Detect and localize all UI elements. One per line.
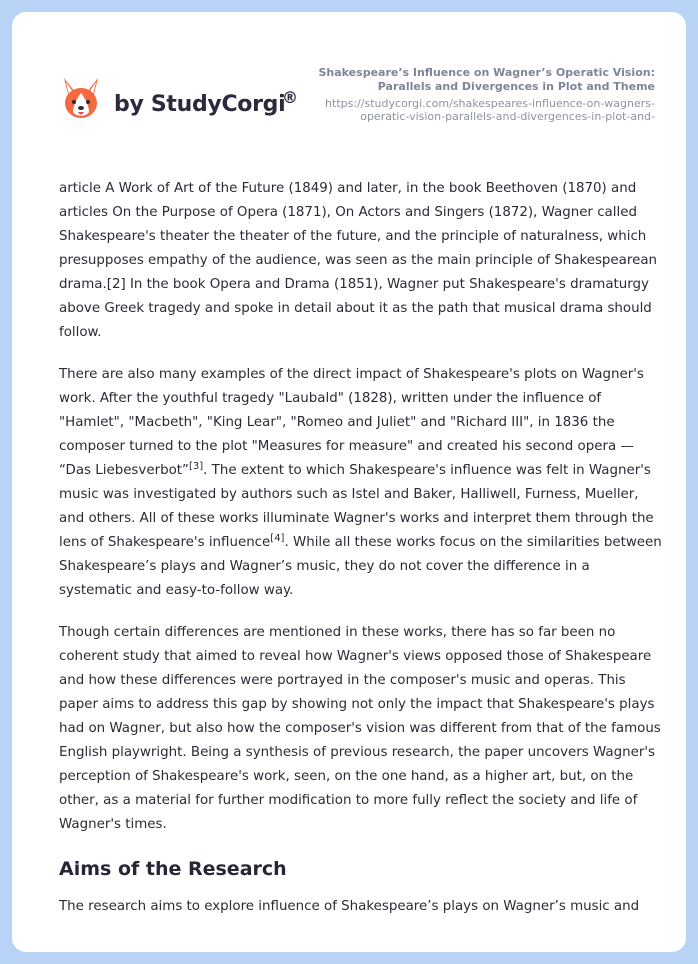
section-heading: Aims of the Research (59, 858, 287, 880)
citation-4[interactable]: [4] (270, 533, 285, 544)
paragraph-3: Though certain differences are mentioned in these works, there has so far been no coherent study that aimed to reveal how Wagner's views opposed those of Shakespeare and how these differences were portrayed in the composer's music and operas. This paper aims to address this gap by showing not only the impact that Shakespeare's plays had on Wagner, but also how the composer's vision was different from that of the famous English playwright. Being a synthesis of previous research, the paper uncovers Wagner's perception of Shakespeare's work, seen, on the one hand, as a higher art, but, on the other, as a material for further modification to more fully reflect the society and life of Wagner's times. (59, 625, 661, 832)
paragraph-1: article A Work of Art of the Future (1849) and later, in the book Beethoven (1870) and articles On the Purpose of Opera (1871), On Actors and Singers (1872), Wagner called Shakespeare's theater the theater of the future, and the principle of naturalness, which presupposes empathy of the audience, was seen as the main principle of Shakespearean drama.[2] In the book Opera and Drama (1851), Wagner put Shakespeare's dramaturgy above Greek tragedy and spoke in detail about it as the path that musical drama should follow. (59, 181, 658, 340)
document-title: Shakespeare’s Influence on Wagner’s Operatic Vision: Parallels and Divergences in Plot and Theme (318, 66, 655, 93)
brand-name: by StudyCorgi (114, 92, 286, 117)
citation-3[interactable]: [3] (188, 461, 204, 472)
document-url[interactable]: https://studycorgi.com/shakespeares-influence-on-wagners-operatic-vision-parallels-and-divergences-in-plot-and- (325, 97, 655, 123)
paragraph-2-text-c: . While all these works focus on the similarities between Shakespeare’s plays and Wagner’s music, they do not cover the difference in a systematic and easy-to-follow way. (59, 535, 662, 598)
document-page (12, 12, 686, 952)
document-body (59, 177, 663, 937)
paragraph-2 (59, 363, 663, 603)
registered-mark: ® (282, 88, 298, 107)
paragraph-2-text-b: . The extent to which Shakespeare's influence was felt in Wagner's music was investigated by authors such as Istel and Baker, Halliwell, Furness, Mueller, and others. All of these works illuminate Wagner's works and interpret them through the lens of Shakespeare's influence (59, 463, 654, 550)
paragraph-4: The research aims to explore influence of Shakespeare’s plays on Wagner’s music and (59, 899, 640, 914)
corgi-logo-icon (60, 76, 102, 122)
document-header-meta (305, 66, 655, 123)
studycorgi-logo[interactable] (60, 76, 310, 140)
paragraph-2-text-a: There are also many examples of the direct impact of Shakespeare's plots on Wagner's work. After the youthful tragedy "Laubald" (1828), written under the influence of "Hamlet", "Macbeth", "King Lear", "Romeo and Juliet" and "Richard III", in 1836 the composer turned to the plot "Measures for measure" and created his second opera — “Das Liebesverbot” (59, 367, 644, 478)
